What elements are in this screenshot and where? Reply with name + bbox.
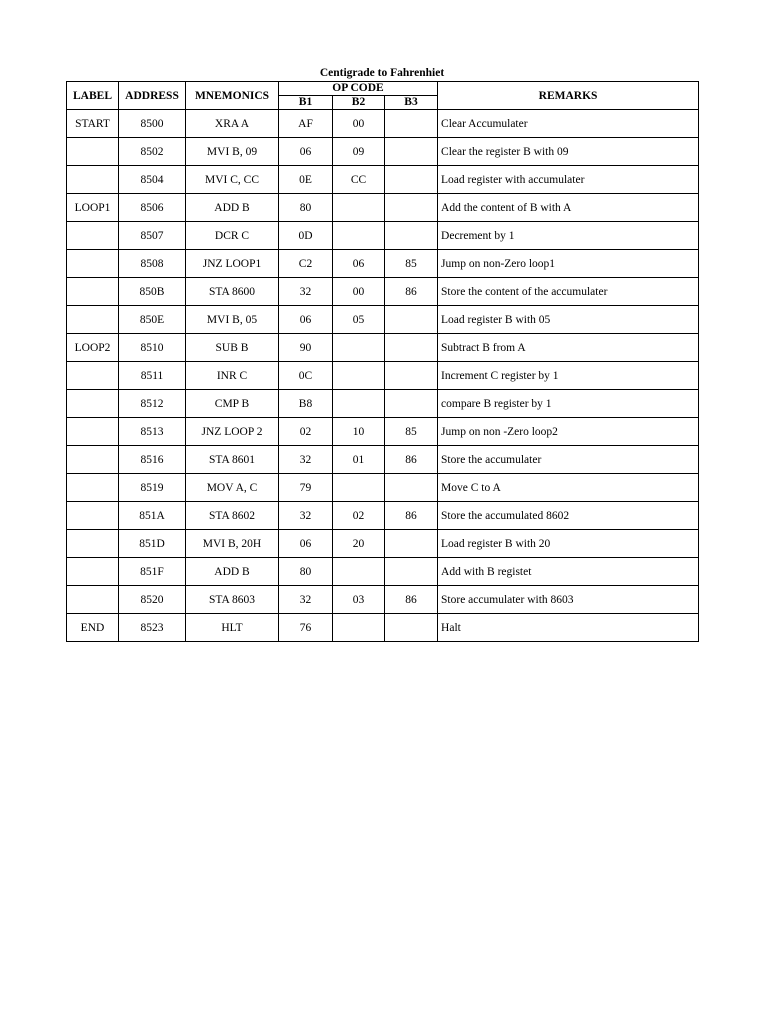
table-row	[67, 194, 699, 222]
label-cell	[67, 558, 119, 586]
b1-cell: 0D	[279, 222, 333, 250]
table-row	[67, 334, 699, 362]
remarks-cell: Clear Accumulater	[438, 110, 699, 138]
mnemonic-cell: STA 8602	[186, 502, 279, 530]
address-cell: 851A	[119, 502, 186, 530]
address-cell: 8507	[119, 222, 186, 250]
table-body	[67, 110, 699, 642]
mnemonic-cell: JNZ LOOP1	[186, 250, 279, 278]
label-cell	[67, 138, 119, 166]
table-row	[67, 502, 699, 530]
label-cell	[67, 530, 119, 558]
mnemonic-cell: MVI B, 05	[186, 306, 279, 334]
label-cell	[67, 306, 119, 334]
address-cell: 8504	[119, 166, 186, 194]
label-cell	[67, 418, 119, 446]
address-cell: 8513	[119, 418, 186, 446]
remarks-cell: Store the accumulated 8602	[438, 502, 699, 530]
b3-cell	[385, 614, 438, 642]
b1-cell: 32	[279, 586, 333, 614]
address-cell: 8506	[119, 194, 186, 222]
column-header-b1: B1	[279, 96, 333, 110]
mnemonic-cell: ADD B	[186, 194, 279, 222]
remarks-cell: Subtract B from A	[438, 334, 699, 362]
address-cell: 8516	[119, 446, 186, 474]
b1-cell: 32	[279, 278, 333, 306]
b2-cell	[333, 222, 385, 250]
b1-cell: 02	[279, 418, 333, 446]
b2-cell: 05	[333, 306, 385, 334]
table-row	[67, 222, 699, 250]
column-header-remarks: REMARKS	[438, 82, 699, 110]
mnemonic-cell: HLT	[186, 614, 279, 642]
b3-cell	[385, 530, 438, 558]
b2-cell: 00	[333, 278, 385, 306]
address-cell: 851F	[119, 558, 186, 586]
label-cell: LOOP2	[67, 334, 119, 362]
mnemonic-cell: STA 8601	[186, 446, 279, 474]
table-row	[67, 418, 699, 446]
table-row	[67, 586, 699, 614]
b3-cell	[385, 138, 438, 166]
column-header-b3: B3	[385, 96, 438, 110]
table-row	[67, 530, 699, 558]
b1-cell: 06	[279, 306, 333, 334]
b2-cell	[333, 362, 385, 390]
b1-cell: 32	[279, 502, 333, 530]
remarks-cell: Add the content of B with A	[438, 194, 699, 222]
label-cell: START	[67, 110, 119, 138]
label-cell	[67, 502, 119, 530]
b2-cell: 03	[333, 586, 385, 614]
label-cell: END	[67, 614, 119, 642]
mnemonic-cell: MVI C, CC	[186, 166, 279, 194]
label-cell	[67, 362, 119, 390]
b3-cell	[385, 558, 438, 586]
b3-cell	[385, 166, 438, 194]
mnemonic-cell: STA 8603	[186, 586, 279, 614]
label-cell	[67, 222, 119, 250]
b1-cell: 76	[279, 614, 333, 642]
b1-cell: C2	[279, 250, 333, 278]
b2-cell: 02	[333, 502, 385, 530]
mnemonic-cell: JNZ LOOP 2	[186, 418, 279, 446]
address-cell: 8502	[119, 138, 186, 166]
b1-cell: 80	[279, 558, 333, 586]
address-cell: 8519	[119, 474, 186, 502]
b2-cell: 06	[333, 250, 385, 278]
table-row	[67, 390, 699, 418]
b1-cell: 0E	[279, 166, 333, 194]
label-cell	[67, 474, 119, 502]
b1-cell: 06	[279, 530, 333, 558]
label-cell	[67, 586, 119, 614]
remarks-cell: Load register B with 20	[438, 530, 699, 558]
address-cell: 8508	[119, 250, 186, 278]
b3-cell	[385, 334, 438, 362]
b2-cell	[333, 194, 385, 222]
b2-cell	[333, 558, 385, 586]
remarks-cell: compare B register by 1	[438, 390, 699, 418]
address-cell: 8520	[119, 586, 186, 614]
column-header-b2: B2	[333, 96, 385, 110]
table-row	[67, 250, 699, 278]
address-cell: 850E	[119, 306, 186, 334]
b3-cell: 86	[385, 278, 438, 306]
mnemonic-cell: ADD B	[186, 558, 279, 586]
b1-cell: B8	[279, 390, 333, 418]
b1-cell: AF	[279, 110, 333, 138]
label-cell	[67, 446, 119, 474]
column-header-address: ADDRESS	[119, 82, 186, 110]
column-header-opcode: OP CODE	[279, 82, 438, 96]
table-row	[67, 278, 699, 306]
column-header-label: LABEL	[67, 82, 119, 110]
label-cell	[67, 278, 119, 306]
b3-cell	[385, 362, 438, 390]
remarks-cell: Move C to A	[438, 474, 699, 502]
mnemonic-cell: DCR C	[186, 222, 279, 250]
remarks-cell: Clear the register B with 09	[438, 138, 699, 166]
b1-cell: 0C	[279, 362, 333, 390]
table-row	[67, 446, 699, 474]
b3-cell: 85	[385, 418, 438, 446]
table-row	[67, 558, 699, 586]
address-cell: 8510	[119, 334, 186, 362]
b2-cell: CC	[333, 166, 385, 194]
b2-cell	[333, 390, 385, 418]
b3-cell: 85	[385, 250, 438, 278]
remarks-cell: Add with B registet	[438, 558, 699, 586]
column-header-mnemonics: MNEMONICS	[186, 82, 279, 110]
page-title: Centigrade to Fahrenhiet	[319, 67, 445, 79]
program-table	[66, 81, 699, 642]
table-row	[67, 110, 699, 138]
mnemonic-cell: XRA A	[186, 110, 279, 138]
b2-cell	[333, 334, 385, 362]
table-row	[67, 362, 699, 390]
remarks-cell: Store the accumulater	[438, 446, 699, 474]
address-cell: 850B	[119, 278, 186, 306]
label-cell	[67, 390, 119, 418]
b2-cell	[333, 614, 385, 642]
address-cell: 8523	[119, 614, 186, 642]
b2-cell: 00	[333, 110, 385, 138]
b2-cell: 10	[333, 418, 385, 446]
mnemonic-cell: MVI B, 20H	[186, 530, 279, 558]
table-row	[67, 138, 699, 166]
mnemonic-cell: CMP B	[186, 390, 279, 418]
address-cell: 8512	[119, 390, 186, 418]
b1-cell: 79	[279, 474, 333, 502]
b3-cell: 86	[385, 586, 438, 614]
remarks-cell: Load register B with 05	[438, 306, 699, 334]
remarks-cell: Store accumulater with 8603	[438, 586, 699, 614]
table-row	[67, 306, 699, 334]
b3-cell	[385, 306, 438, 334]
label-cell	[67, 250, 119, 278]
b3-cell	[385, 222, 438, 250]
mnemonic-cell: MOV A, C	[186, 474, 279, 502]
b3-cell	[385, 110, 438, 138]
header-row	[67, 82, 699, 96]
b3-cell: 86	[385, 502, 438, 530]
label-cell: LOOP1	[67, 194, 119, 222]
remarks-cell: Halt	[438, 614, 699, 642]
label-cell	[67, 166, 119, 194]
b1-cell: 06	[279, 138, 333, 166]
b3-cell	[385, 474, 438, 502]
remarks-cell: Decrement by 1	[438, 222, 699, 250]
mnemonic-cell: STA 8600	[186, 278, 279, 306]
mnemonic-cell: MVI B, 09	[186, 138, 279, 166]
b1-cell: 90	[279, 334, 333, 362]
b2-cell: 09	[333, 138, 385, 166]
b3-cell: 86	[385, 446, 438, 474]
table-row	[67, 166, 699, 194]
address-cell: 8511	[119, 362, 186, 390]
remarks-cell: Increment C register by 1	[438, 362, 699, 390]
remarks-cell: Jump on non -Zero loop2	[438, 418, 699, 446]
mnemonic-cell: INR C	[186, 362, 279, 390]
table-row	[67, 474, 699, 502]
b1-cell: 80	[279, 194, 333, 222]
mnemonic-cell: SUB B	[186, 334, 279, 362]
b1-cell: 32	[279, 446, 333, 474]
address-cell: 851D	[119, 530, 186, 558]
b2-cell: 01	[333, 446, 385, 474]
remarks-cell: Store the content of the accumulater	[438, 278, 699, 306]
remarks-cell: Load register with accumulater	[438, 166, 699, 194]
b3-cell	[385, 390, 438, 418]
remarks-cell: Jump on non-Zero loop1	[438, 250, 699, 278]
b2-cell: 20	[333, 530, 385, 558]
address-cell: 8500	[119, 110, 186, 138]
table-row	[67, 614, 699, 642]
b3-cell	[385, 194, 438, 222]
b2-cell	[333, 474, 385, 502]
